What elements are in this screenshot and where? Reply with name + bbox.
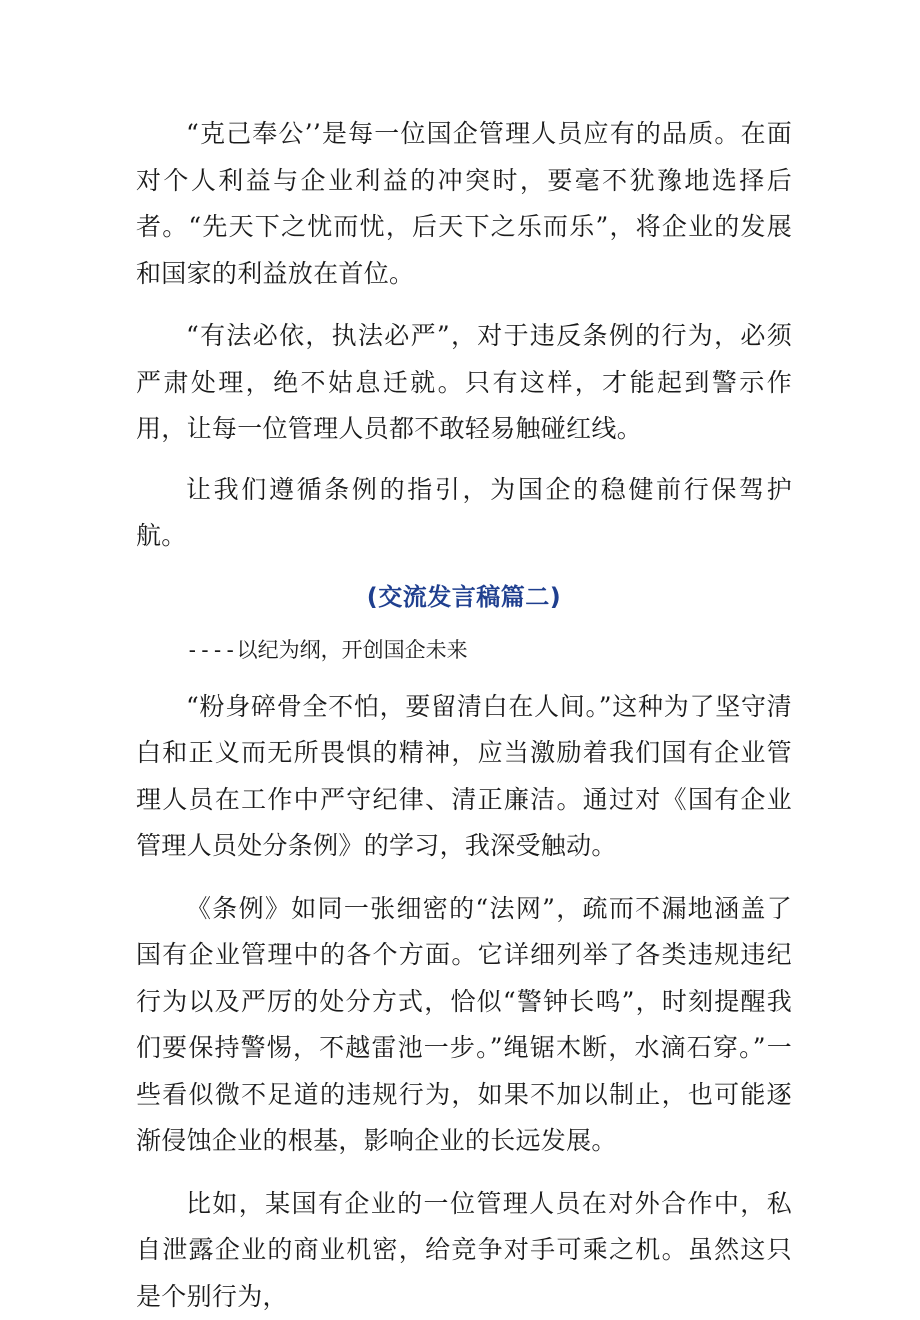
paragraph-rule-of-law: “有法必依，执法必严”，对于违反条例的行为，必须严肃处理，绝不姑息迁就。只有这样，才能起到警示作用，让每一位管理人员都不敢轻易触碰红线。 bbox=[136, 313, 792, 453]
paragraph-example-case: 比如，某国有企业的一位管理人员在对外合作中，私自泄露企业的商业机密，给竞争对手可乘之机。虽然这只是个别行为， bbox=[136, 1181, 792, 1320]
paragraph-closing: 让我们遵循条例的指引，为国企的稳健前行保驾护航。 bbox=[136, 467, 792, 560]
document-page bbox=[136, 111, 792, 1320]
paragraph-regulations-net: 《条例》如同一张细密的“法网”，疏而不漏地涵盖了国有企业管理中的各个方面。它详细列举了各类违规违纪行为以及严厉的处分方式，恰似“警钟长鸣”，时刻提醒我们要保持警惕，不越雷池一步。”绳锯木断，水滴石穿。”一些看似微不足道的违规行为，如果不加以制止，也可能逐渐侵蚀企业的根基，影响企业的长远发展。 bbox=[136, 886, 792, 1165]
section-subtitle: ----以纪为纲，开创国企未来 bbox=[136, 630, 792, 670]
section-heading: (交流发言稿篇二) bbox=[136, 574, 792, 620]
paragraph-self-discipline: “克己奉公’’是每一位国企管理人员应有的品质。在面对个人利益与企业利益的冲突时，要毫不犹豫地选择后者。“先天下之忧而忧，后天下之乐而乐”，将企业的发展和国家的利益放在首位。 bbox=[136, 111, 792, 297]
paragraph-quote-integrity: “粉身碎骨全不怕，要留清白在人间。”这种为了坚守清白和正义而无所畏惧的精神，应当激励着我们国有企业管理人员在工作中严守纪律、清正廉洁。通过对《国有企业管理人员处分条例》的学习，我深受触动。 bbox=[136, 684, 792, 870]
